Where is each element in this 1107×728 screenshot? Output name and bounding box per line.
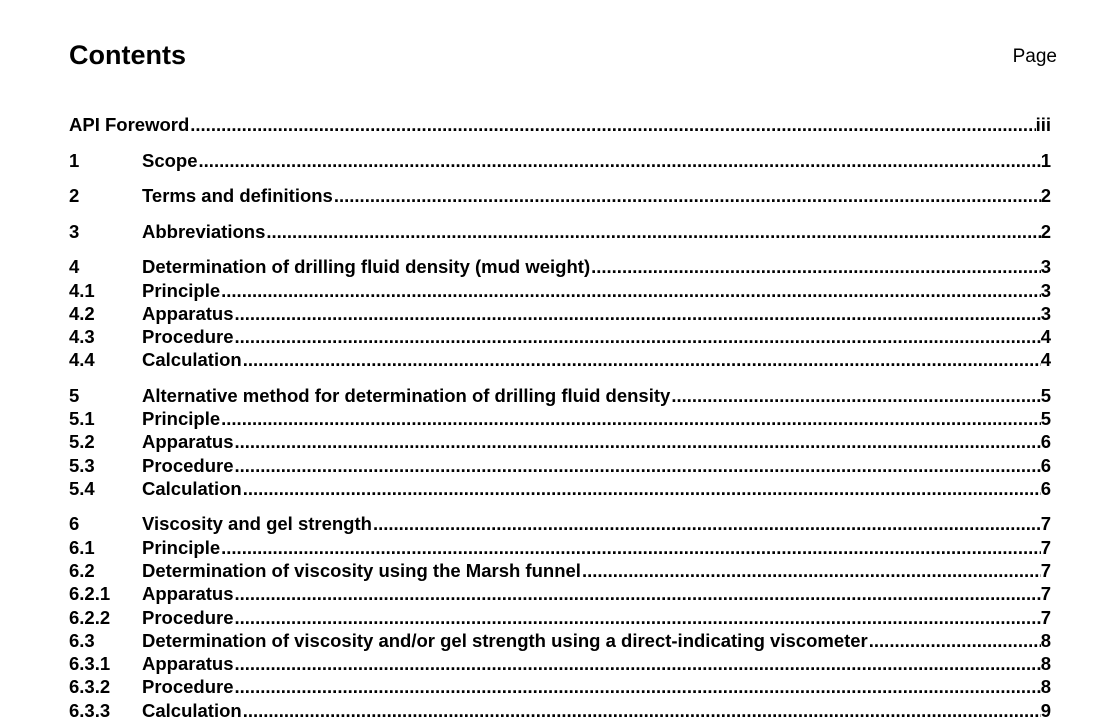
toc-leader-dots bbox=[590, 255, 1041, 279]
toc-entry-title: Calculation bbox=[142, 478, 242, 499]
toc-leader-dots bbox=[234, 430, 1041, 454]
toc-entry-title: API Foreword bbox=[69, 114, 190, 135]
toc-entry-title: Apparatus bbox=[142, 431, 234, 452]
toc-entry-page: 5 bbox=[1040, 385, 1051, 406]
toc-leader-dots bbox=[868, 629, 1041, 653]
toc-entry-number: 4.1 bbox=[69, 280, 95, 301]
toc-entry-5-4[interactable] bbox=[69, 477, 1051, 501]
toc-entry-title: Determination of viscosity using the Marsh funnel bbox=[142, 560, 581, 581]
toc-entry-number: 5.4 bbox=[69, 478, 95, 499]
toc-entry-number: 5.3 bbox=[69, 455, 95, 476]
toc-entry-6-2[interactable] bbox=[69, 559, 1051, 583]
toc-entry-number: 6.2.2 bbox=[69, 607, 111, 628]
toc-entry-4-2[interactable] bbox=[69, 302, 1051, 326]
toc-entry-title: Principle bbox=[142, 537, 221, 558]
toc-entry-title: Calculation bbox=[142, 349, 242, 370]
toc-leader-dots bbox=[234, 325, 1041, 349]
toc-entry-number: 6 bbox=[69, 513, 80, 534]
toc-leader-dots bbox=[234, 675, 1041, 699]
toc-entry-title: Terms and definitions bbox=[142, 185, 333, 206]
toc-leader-dots bbox=[220, 407, 1041, 431]
toc-entry-number: 4.2 bbox=[69, 303, 95, 324]
page-title: Contents bbox=[69, 40, 186, 70]
toc-entry-number: 6.1 bbox=[69, 537, 95, 558]
toc-leader-dots bbox=[333, 184, 1041, 208]
toc-leader-dots bbox=[234, 454, 1041, 478]
toc-entry-number: 2 bbox=[69, 185, 80, 206]
toc-entry-number: 4 bbox=[69, 256, 80, 277]
toc-entry-number: 6.2 bbox=[69, 560, 95, 581]
toc-entry-5-2[interactable] bbox=[69, 430, 1051, 454]
toc-entry-page: 2 bbox=[1040, 185, 1051, 206]
toc-entry-title: Determination of drilling fluid density (mud weight) bbox=[142, 256, 591, 277]
toc-entry-page: 4 bbox=[1040, 326, 1051, 347]
toc-entry-page: 3 bbox=[1040, 256, 1051, 277]
toc-entry-6-2-1[interactable] bbox=[69, 582, 1051, 606]
toc-entry-number: 1 bbox=[69, 150, 80, 171]
toc-leader-dots bbox=[220, 536, 1041, 560]
toc-entry-6-3-1[interactable] bbox=[69, 652, 1051, 676]
toc-entry-5-1[interactable] bbox=[69, 407, 1051, 431]
toc-entry-title: Viscosity and gel strength bbox=[142, 513, 372, 534]
toc-leader-dots bbox=[220, 279, 1041, 303]
toc-entry-6-3[interactable] bbox=[69, 629, 1051, 653]
toc-leader-dots bbox=[265, 220, 1040, 244]
toc-leader-dots bbox=[670, 384, 1040, 408]
toc-entry-number: 4.3 bbox=[69, 326, 95, 347]
page-column-label: Page bbox=[1012, 46, 1057, 67]
toc-entry-4[interactable] bbox=[69, 255, 1051, 279]
toc-entry-4-1[interactable] bbox=[69, 279, 1051, 303]
toc-entry-number: 6.3 bbox=[69, 630, 95, 651]
toc-leader-dots bbox=[242, 348, 1041, 372]
toc-entry-5[interactable] bbox=[69, 384, 1051, 408]
toc-entry-6[interactable] bbox=[69, 512, 1051, 536]
toc-leader-dots bbox=[242, 699, 1041, 723]
toc-entry-page: 1 bbox=[1040, 150, 1051, 171]
toc-leader-dots bbox=[198, 149, 1041, 173]
toc-entry-title: Apparatus bbox=[142, 653, 234, 674]
toc-entry-page: 5 bbox=[1040, 408, 1051, 429]
toc-entry-number: 6.3.3 bbox=[69, 700, 111, 721]
toc-entry-page: 6 bbox=[1040, 478, 1051, 499]
toc-entry-page: 3 bbox=[1040, 280, 1051, 301]
toc-entry-3[interactable] bbox=[69, 220, 1051, 244]
toc-entry-page: 7 bbox=[1040, 583, 1051, 604]
toc-leader-dots bbox=[234, 652, 1041, 676]
toc-entry-title: Procedure bbox=[142, 607, 234, 628]
toc-entry-title: Determination of viscosity and/or gel strength using a direct-indicating viscometer bbox=[142, 630, 868, 651]
toc-entry-number: 6.2.1 bbox=[69, 583, 111, 604]
toc-leader-dots bbox=[234, 302, 1041, 326]
toc-entry-page: 7 bbox=[1040, 607, 1051, 628]
toc-entry-title: Procedure bbox=[142, 676, 234, 697]
toc-entry-4-3[interactable] bbox=[69, 325, 1051, 349]
toc-entry-title: Apparatus bbox=[142, 303, 234, 324]
toc-entry-title: Abbreviations bbox=[142, 221, 266, 242]
toc-entry-page: iii bbox=[1035, 114, 1051, 135]
toc-entry-5-3[interactable] bbox=[69, 454, 1051, 478]
toc-entry-title: Procedure bbox=[142, 326, 234, 347]
toc-entry-number: 5 bbox=[69, 385, 80, 406]
toc-entry-title: Calculation bbox=[142, 700, 242, 721]
toc-entry-api-foreword[interactable] bbox=[69, 113, 1051, 137]
toc-entry-page: 2 bbox=[1040, 221, 1051, 242]
toc-entry-page: 8 bbox=[1040, 653, 1051, 674]
toc-leader-dots bbox=[581, 559, 1041, 583]
toc-entry-page: 8 bbox=[1040, 630, 1051, 651]
toc-entry-number: 6.3.1 bbox=[69, 653, 111, 674]
toc-leader-dots bbox=[189, 113, 1035, 137]
toc-entry-title: Principle bbox=[142, 408, 221, 429]
toc-entry-6-1[interactable] bbox=[69, 536, 1051, 560]
toc-entry-page: 7 bbox=[1040, 537, 1051, 558]
toc-leader-dots bbox=[242, 477, 1041, 501]
toc-entry-4-4[interactable] bbox=[69, 348, 1051, 372]
toc-entry-page: 8 bbox=[1040, 676, 1051, 697]
toc-entry-6-3-2[interactable] bbox=[69, 675, 1051, 699]
toc-entry-title: Scope bbox=[142, 150, 198, 171]
toc-entry-6-3-3[interactable] bbox=[69, 699, 1051, 723]
toc-entry-title: Apparatus bbox=[142, 583, 234, 604]
toc-entry-number: 6.3.2 bbox=[69, 676, 111, 697]
toc-leader-dots bbox=[234, 582, 1041, 606]
toc-entry-page: 3 bbox=[1040, 303, 1051, 324]
toc-entry-number: 3 bbox=[69, 221, 80, 242]
toc-entry-2[interactable] bbox=[69, 184, 1051, 208]
toc-entry-number: 5.2 bbox=[69, 431, 95, 452]
toc-entry-6-2-2[interactable] bbox=[69, 606, 1051, 630]
toc-entry-1[interactable] bbox=[69, 149, 1051, 173]
toc-entry-page: 9 bbox=[1040, 700, 1051, 721]
toc-entry-number: 5.1 bbox=[69, 408, 95, 429]
toc-entry-page: 4 bbox=[1040, 349, 1051, 370]
toc-leader-dots bbox=[234, 606, 1041, 630]
toc-entry-page: 7 bbox=[1040, 513, 1051, 534]
toc-entry-title: Principle bbox=[142, 280, 221, 301]
toc-entry-page: 6 bbox=[1040, 455, 1051, 476]
toc-entry-number: 4.4 bbox=[69, 349, 95, 370]
toc-entry-page: 6 bbox=[1040, 431, 1051, 452]
toc-entry-title: Alternative method for determination of drilling fluid density bbox=[142, 385, 671, 406]
toc-entry-page: 7 bbox=[1040, 560, 1051, 581]
toc-leader-dots bbox=[372, 512, 1041, 536]
toc-entry-title: Procedure bbox=[142, 455, 234, 476]
page-heading bbox=[69, 38, 1057, 72]
